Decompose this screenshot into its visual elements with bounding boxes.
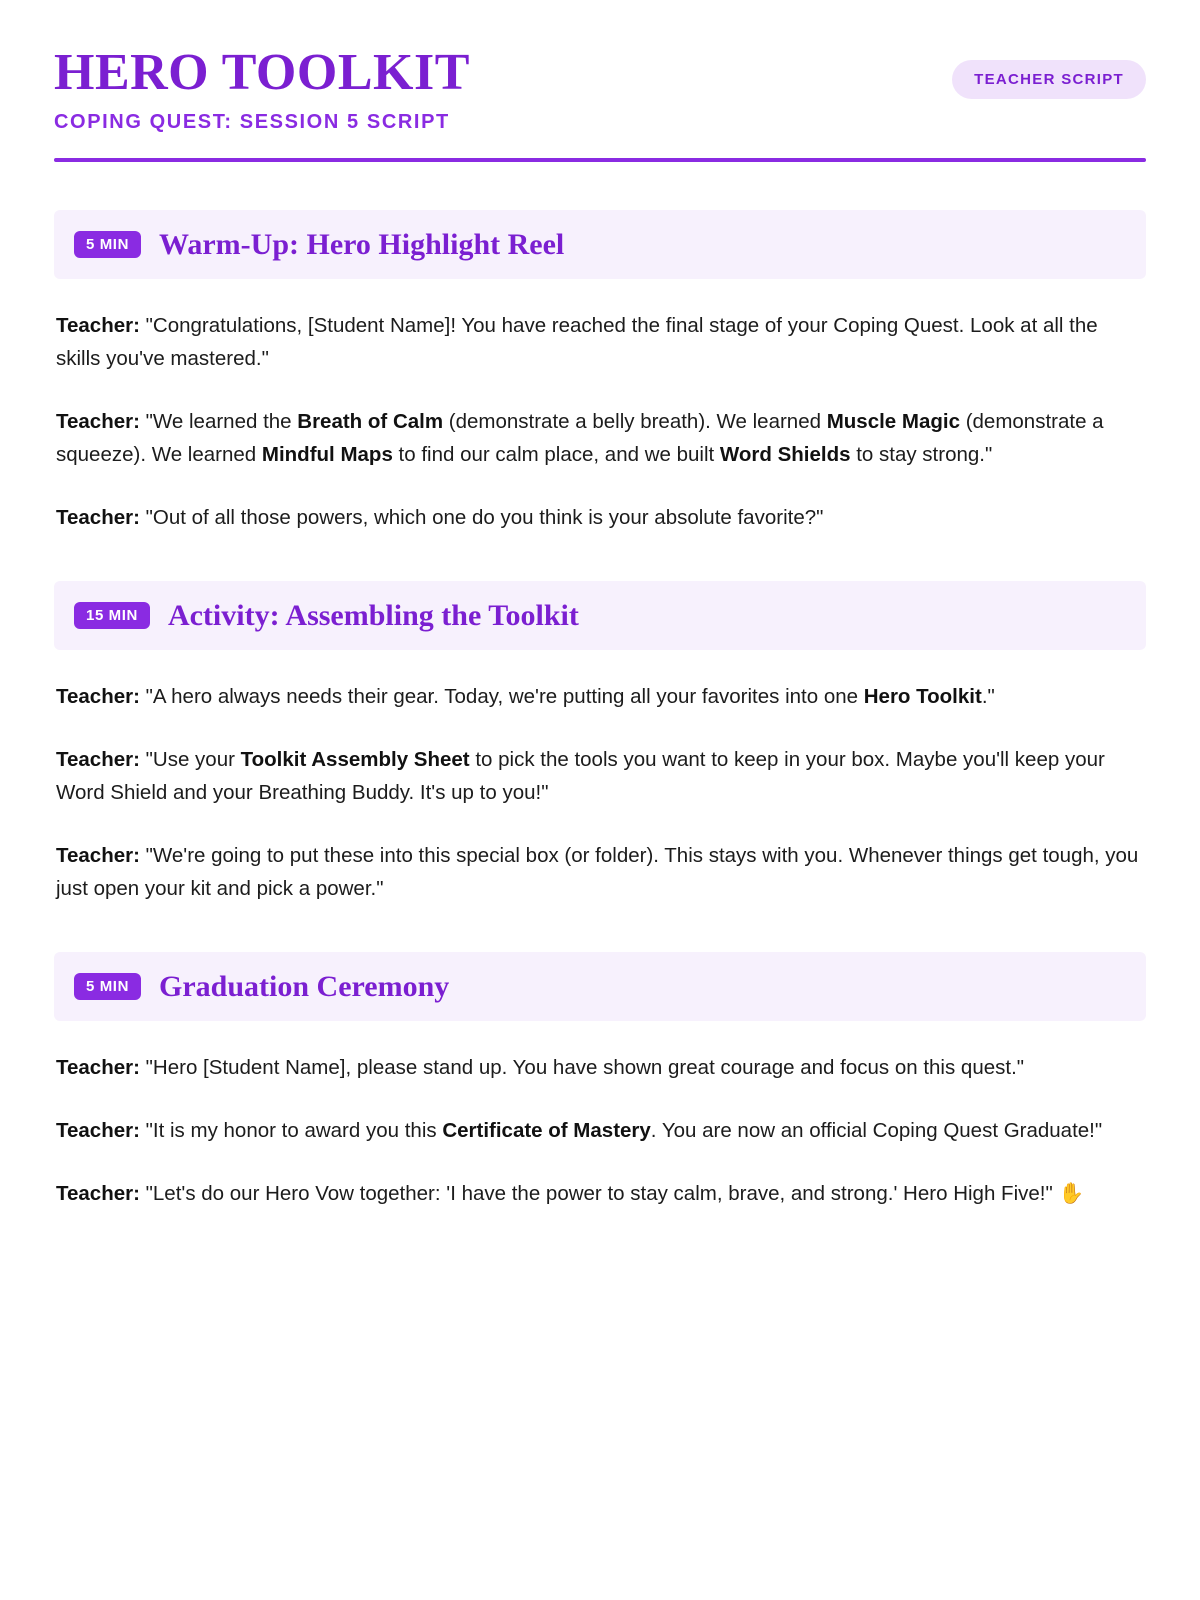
script-line-text: "Congratulations, [Student Name]! You have reached the final stage of your Coping Quest. Look at all the skills you've mastered." [56, 313, 1098, 370]
section-header [54, 952, 1146, 1021]
speaker-label: Teacher: [56, 747, 140, 771]
duration-badge: 15 MIN [74, 602, 150, 629]
speaker-label: Teacher: [56, 1055, 140, 1079]
script-line [56, 743, 1144, 809]
teacher-script-badge: TEACHER SCRIPT [952, 60, 1146, 99]
section-body [54, 309, 1146, 535]
script-line [56, 1177, 1144, 1210]
section-body [54, 1051, 1146, 1211]
script-line-text: "A hero always needs their gear. Today, we're putting all your favorites into one Hero Toolkit." [139, 684, 995, 708]
document-header [54, 46, 1146, 134]
speaker-label: Teacher: [56, 506, 140, 530]
script-section [54, 210, 1146, 535]
section-header [54, 581, 1146, 650]
section-header [54, 210, 1146, 279]
script-line-text: "Let's do our Hero Vow together: 'I have the power to stay calm, brave, and strong.' Hero High Five!" ✋ [139, 1181, 1084, 1206]
script-line [56, 1051, 1144, 1084]
section-title: Activity: Assembling the Toolkit [167, 598, 579, 632]
script-line [56, 839, 1144, 905]
script-line-text: "Hero [Student Name], please stand up. You have shown great courage and focus on this quest." [139, 1055, 1025, 1079]
script-line-text: "We're going to put these into this special box (or folder). This stays with you. Whenever things get tough, you just open your kit and pick a power." [56, 844, 1139, 901]
section-title: Graduation Ceremony [159, 969, 450, 1003]
header-title-block [54, 46, 470, 134]
speaker-label: Teacher: [56, 313, 140, 337]
speaker-label: Teacher: [56, 684, 140, 708]
duration-badge: 5 MIN [74, 973, 141, 1000]
script-section [54, 581, 1146, 906]
speaker-label: Teacher: [56, 844, 140, 868]
script-line [56, 501, 1144, 534]
sections-container [54, 210, 1146, 1211]
script-line-text: "It is my honor to award you this Certificate of Mastery. You are now an official Coping Quest Graduate!" [139, 1118, 1103, 1142]
script-section [54, 952, 1146, 1211]
script-line [56, 1114, 1144, 1147]
duration-badge: 5 MIN [74, 231, 141, 258]
script-line-text: "Use your Toolkit Assembly Sheet to pick the tools you want to keep in your box. Maybe you'll keep your Word Shield and your Breathing Buddy. It's up to you!" [56, 747, 1105, 805]
header-divider [54, 158, 1146, 162]
page-subtitle: COPING QUEST: SESSION 5 SCRIPT [54, 110, 450, 133]
section-title: Warm-Up: Hero Highlight Reel [159, 227, 565, 261]
script-line [56, 309, 1144, 375]
script-line [56, 405, 1144, 471]
script-line-text: "We learned the Breath of Calm (demonstrate a belly breath). We learned Muscle Magic (demonstrate a squeeze). We learned Mindful Maps to find our calm place, and we built Word Shields to stay strong." [56, 410, 1104, 467]
section-body [54, 680, 1146, 906]
script-line [56, 680, 1144, 713]
script-line-text: "Out of all those powers, which one do you think is your absolute favorite?" [139, 506, 824, 530]
page-title: HERO TOOLKIT [54, 44, 470, 101]
speaker-label: Teacher: [56, 410, 140, 433]
speaker-label: Teacher: [56, 1118, 140, 1142]
speaker-label: Teacher: [56, 1182, 140, 1206]
